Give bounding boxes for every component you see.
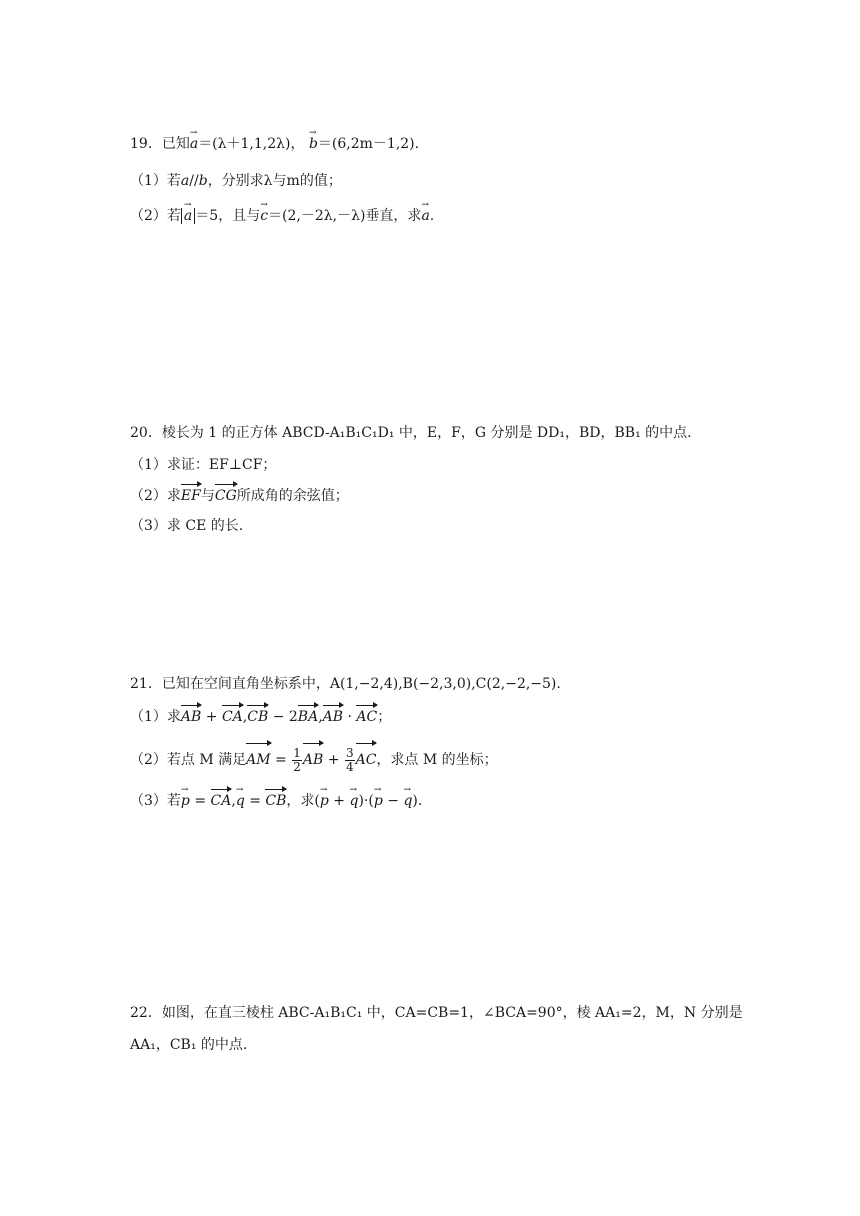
problem-number: 21． xyxy=(130,676,162,692)
vector-ac-2: AC xyxy=(356,745,377,775)
problem-21-q2: （2）若点 M 满足AM = $\frac{1}{2}$ AB + $\frac{3}{4}$ AC，求点 M 的坐标； xyxy=(130,745,498,774)
vector-a: a → xyxy=(190,134,198,154)
q2-eq: ＝5，且与 xyxy=(195,208,261,224)
problem-20-q2 xyxy=(130,486,349,506)
q3-label: （3）若 xyxy=(130,793,181,809)
intro-text: 已知 xyxy=(161,136,190,152)
q1-label: （1）求 xyxy=(130,709,181,725)
vector-a-definition: ＝(λ＋1,1,2λ)， xyxy=(198,136,305,152)
vector-b: b → xyxy=(309,134,318,154)
vector-q: q → xyxy=(236,791,245,811)
problem-22-line-1 xyxy=(130,1003,743,1023)
q2-end: . xyxy=(429,208,435,224)
q2-mid: 与 xyxy=(200,488,215,504)
abs-a xyxy=(181,208,195,224)
vector-p: p → xyxy=(181,791,190,811)
vector-ab-2: AB xyxy=(322,709,344,725)
q2-label: （2）若点 M 满足 xyxy=(130,752,247,768)
vector-c-definition: ＝(2,－2λ,－λ)垂直，求 xyxy=(268,208,422,224)
vector-ac: AC xyxy=(356,709,378,725)
vector-b-definition: ＝(6,2m－1,2). xyxy=(317,136,420,152)
intro-text: 已知在空间直角坐标系中，A(1,−2,4),B(−2,3,0),C(2,−2,−5). xyxy=(161,676,561,692)
problem-number: 19． xyxy=(130,136,162,152)
q2-label: （2）若 xyxy=(130,208,181,224)
q2-end: 所成角的余弦值； xyxy=(236,488,349,504)
q2-end: ，求点 M 的坐标； xyxy=(376,752,498,768)
vector-cb-2: CB xyxy=(265,793,287,809)
vector-ab: AB xyxy=(180,709,202,725)
vector-ab-3: AB xyxy=(303,745,323,775)
abs-a-vector: a → xyxy=(184,208,192,224)
problem-19-q2 xyxy=(130,206,434,226)
vector-c: c → xyxy=(260,206,268,226)
vector-ef: EF xyxy=(180,488,201,504)
vector-cg: CG xyxy=(214,488,237,504)
vector-q-3: q → xyxy=(403,791,412,811)
q2-label: （2）求 xyxy=(130,488,181,504)
q3-text: （3）求 CE 的长. xyxy=(130,518,244,534)
problem-21-intro xyxy=(130,674,561,694)
q1-label: （1）若 xyxy=(130,173,181,189)
problem-22-line-2 xyxy=(130,1035,247,1055)
problem-20-q1 xyxy=(130,455,276,475)
vector-p-3: p → xyxy=(374,791,383,811)
problem-19-q1 xyxy=(130,171,342,191)
q1-text: ，分别求λ与m的值； xyxy=(207,173,342,189)
vector-a-symbol: a xyxy=(180,173,190,189)
intro-text-continued: AA₁，CB₁ 的中点. xyxy=(130,1037,248,1053)
vector-ca-2: CA xyxy=(210,793,232,809)
problem-21-q1: （1）求AB + CA,CB − 2BA,AB · AC； xyxy=(130,709,392,725)
q3-end: . xyxy=(417,793,423,809)
q3-mid: ，求 xyxy=(286,793,315,809)
problem-number: 22． xyxy=(130,1005,162,1021)
parallel-symbol: // xyxy=(189,173,199,189)
vector-b-symbol: b xyxy=(198,173,208,189)
vector-q-2: q → xyxy=(350,791,359,811)
problem-20-q3 xyxy=(130,516,243,536)
vector-p-2: p → xyxy=(320,791,329,811)
fraction-three-quarters: $\frac{3}{4}$ xyxy=(345,745,354,774)
intro-text: 棱长为 1 的正方体 ABCD-A₁B₁C₁D₁ 中，E，F，G 分别是 DD₁，BD，BB₁ 的中点. xyxy=(161,425,692,441)
problem-number: 20． xyxy=(130,425,162,441)
vector-cb: CB xyxy=(247,709,269,725)
intro-text: 如图，在直三棱柱 ABC-A₁B₁C₁ 中，CA=CB=1，∠BCA=90°，棱 AA₁=2，M，N 分别是 xyxy=(161,1005,743,1021)
vector-ba: BA xyxy=(297,709,319,725)
problem-21-q3: （3）若p → = CA,q → = CB，求(p → + q →)·(p → − q →). xyxy=(130,791,422,811)
fraction-one-half: $\frac{1}{2}$ xyxy=(293,745,301,774)
q1-text: （1）求证：EF⊥CF； xyxy=(130,457,277,473)
problem-20-intro xyxy=(130,423,692,443)
vector-a-answer: a → xyxy=(421,206,429,226)
problem-19-intro xyxy=(130,134,419,154)
vector-am: AM xyxy=(246,745,270,775)
vector-ca: CA xyxy=(221,709,243,725)
